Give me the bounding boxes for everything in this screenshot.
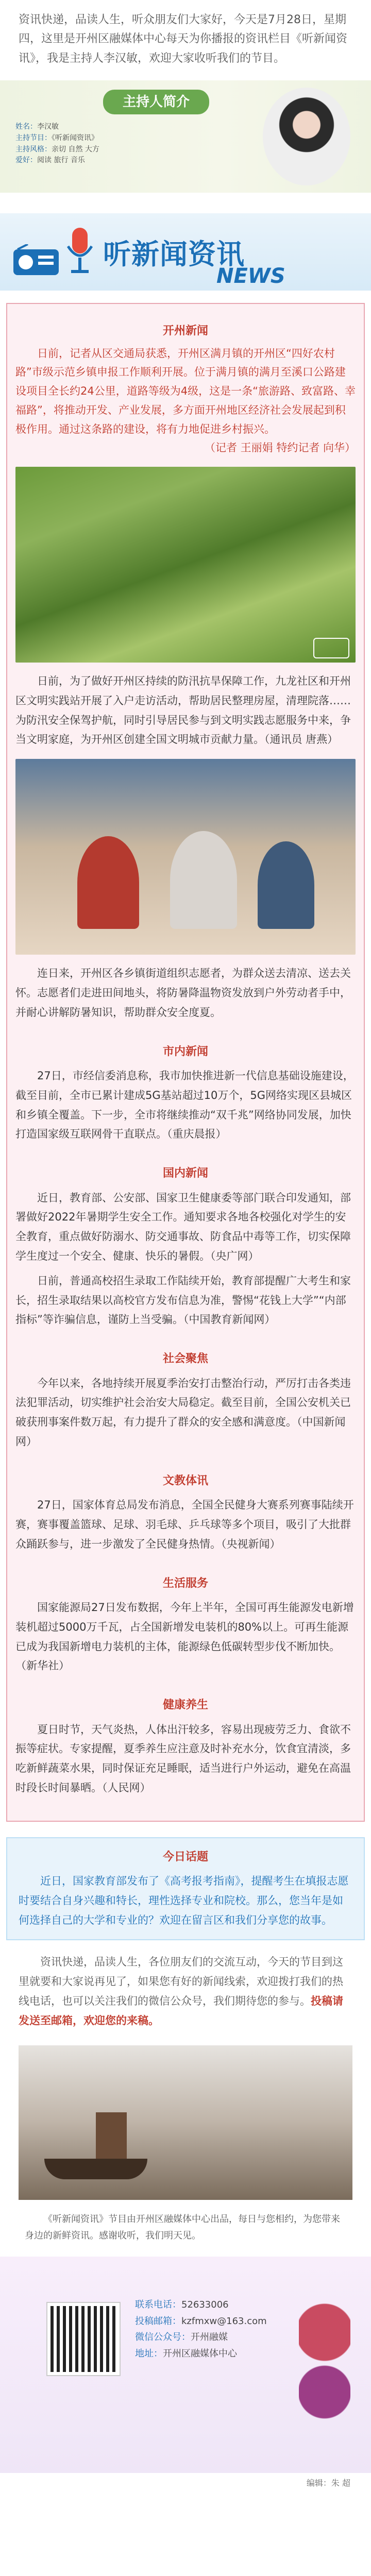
submission-cta: 投稿请发送至邮箱，欢迎您的来稿。 <box>19 1995 343 2027</box>
host-meta-line: 主持风格：亲切 自然 大方 <box>15 145 99 154</box>
news-paragraph: 国家能源局27日发布数据，今年上半年，全国可再生能源发电新增装机超过5000万千瓦，占全国新增发电装机的80%以上。可再生能源已成为我国新增电力装机的主体，能源绿色低碳转型步伐不断加快。（新华社） <box>15 1601 354 1672</box>
host-meta <box>15 122 232 166</box>
section-title: 社会聚焦 <box>162 1352 208 1366</box>
closing-text: 《听新闻资讯》节目由开州区融媒体中心出品，每日与您相约，为您带来身边的新鲜资讯。感谢收听，我们明天见。 <box>25 2213 340 2242</box>
host-info <box>15 90 232 166</box>
lead-source: （记者 王丽娟 特约记者 向华） <box>204 442 356 454</box>
host-card <box>0 80 371 193</box>
section-title: 文教体讯 <box>162 1474 208 1487</box>
flower-decoration <box>299 2287 350 2437</box>
news-frame <box>6 303 365 1822</box>
qr-code <box>47 2303 120 2375</box>
volunteers-photo <box>15 759 356 955</box>
section-title: 健康养生 <box>162 1699 208 1712</box>
news-paragraph: 夏日时节，天气炎热，人体出汗较多，容易出现疲劳乏力、食欲不振等症状。专家提醒，夏季养生应注意及时补充水分，饮食宜清淡，多吃新鲜蔬菜水果，同时保证充足睡眠，适当进行户外运动，避免在高温时段长时间暴晒。（人民网） <box>15 1723 351 1794</box>
contact-line: 微信公众号：开州融媒 <box>135 2332 228 2343</box>
host-tag: 主持人简介 <box>103 90 209 114</box>
outro-text: 资讯快递，品读人生，各位朋友们的交流互动，今天的节目到这里就要和大家说再见了，如果您有好的新闻线索，欢迎拨打我们的热线电话，也可以关注我们的微信公众号，我们期待您的参与。投稿请发送至邮箱，欢迎您的来稿。 <box>19 1956 343 2027</box>
topic-title: 今日话题 <box>162 1850 208 1863</box>
news-paragraph: 日前，为了做好开州区持续的防汛抗旱保障工作，九龙社区和开州区文明实践站开展了入户走访活动，帮助居民整理房屋，清理院落……为防汛安全保驾护航，同时引导居民参与到文明实践志愿服务中来，争当文明家庭，为开州区创建全国文明城市贡献力量。（通讯员 唐燕） <box>15 675 351 746</box>
news-banner <box>0 213 371 291</box>
lead-paragraph: 日前，记者从区交通局获悉，开州区满月镇的开州区“四好农村路”市级示范乡镇申报工作顺利开展。位于满月镇的满月至溪口公路建设项目全长约24公里，道路等级为4级，这是一条“旅游路、致富路、幸福路”，将推动开发、产业发展，多方面开州地区经济社会发展起到积极作用。通过这条路的建设，将有力地促进乡村振兴。 （记者 王丽娟 特约记者 向华） <box>15 344 356 458</box>
news-paragraph: 近日，教育部、公安部、国家卫生健康委等部门联合印发通知，部署做好2022年暑期学生安全工作。通知要求各地各校强化对学生的安全教育，重点做好防溺水、防交通事故、防食品中毒等工作，切实保障学生度过一个安全、健康、快乐的暑假。（央广网） <box>15 1191 351 1262</box>
contact-line: 联系电话：52633006 <box>135 2299 229 2311</box>
banner-brand-sub: NEWS <box>216 264 285 289</box>
terraces-photo <box>15 467 356 663</box>
news-paragraph: 今年以来，各地持续开展夏季治安打击整治行动，严厉打击各类违法犯罪活动，切实维护社会治安大局稳定。截至目前，全国公安机关已破获刑事案件数万起，有力提升了群众的安全感和满意度。（中国新闻网） <box>15 1377 351 1448</box>
section-title-local: 开州新闻 <box>162 325 208 338</box>
news-paragraph: 日前，普通高校招生录取工作陆续开始，教育部提醒广大考生和家长，招生录取结果以高校官方发布信息为准，警惕“花钱上大学”“内部指标”等诈骗信息，谨防上当受骗。（中国教育新闻网） <box>15 1274 351 1326</box>
host-meta-line: 姓名：李汉敏 <box>15 123 59 131</box>
section-title: 国内新闻 <box>162 1167 208 1180</box>
host-meta-line: 主持节目：《听新闻资讯》 <box>15 134 98 143</box>
contact-line: 投稿邮箱：kzfmxw@163.com <box>135 2315 267 2327</box>
section-title: 市内新闻 <box>162 1045 208 1058</box>
microphone-icon <box>62 226 98 277</box>
editor-credit: 编辑：朱 超 <box>306 2478 350 2488</box>
contact-info <box>135 2297 267 2362</box>
section-title: 生活服务 <box>162 1577 208 1590</box>
radio-icon <box>12 244 60 277</box>
banner-brand: 听新闻资讯 <box>103 238 245 271</box>
watermark-logo <box>313 638 349 658</box>
host-meta-line: 爱好：阅读 旅行 音乐 <box>15 156 85 165</box>
news-paragraph: 27日，市经信委消息称，我市加快推进新一代信息基础设施建设，截至目前，全市已累计建成5G基站超过10万个，5G网络实现区县城区和乡镇全覆盖。下一步，全市将继续推动“双千兆”网络协同发展，加快打造国家级互联网骨干直联点。（重庆晨报） <box>15 1070 354 1141</box>
today-topic <box>6 1837 365 1941</box>
host-photo <box>263 88 350 185</box>
intro-text: 资讯快递，品读人生，听众朋友们大家好，今天是7月28日，星期四，这里是开州区融媒体中心每天为你播报的资讯栏目《听新闻资讯》，我是主持人李汉敏，欢迎大家收听我们的节目。 <box>19 13 348 65</box>
news-paragraph: 连日来，开州区各乡镇街道组织志愿者，为群众送去清凉、送去关怀。志愿者们走进田间地头，将防暑降温物资发放到户外劳动者手中，并耐心讲解防暑知识，帮助群众安全度夏。 <box>15 967 351 1019</box>
news-paragraph: 27日，国家体育总局发布消息，全国全民健身大赛系列赛事陆续开赛，赛事覆盖篮球、足球、羽毛球、乒乓球等多个项目，吸引了大批群众踊跃参与，进一步激发了全民健身热情。（央视新闻） <box>15 1499 354 1550</box>
contact-line: 地址：开州区融媒体中心 <box>135 2348 237 2359</box>
lake-photo <box>19 2045 352 2200</box>
topic-text: 近日，国家教育部发布了《高考报考指南》，提醒考生在填报志愿时要结合自身兴趣和特长，理性选择专业和院校。那么，您当年是如何选择自己的大学和专业的？欢迎在留言区和我们分享您的故事。 <box>19 1875 349 1926</box>
contact-card <box>0 2257 371 2473</box>
